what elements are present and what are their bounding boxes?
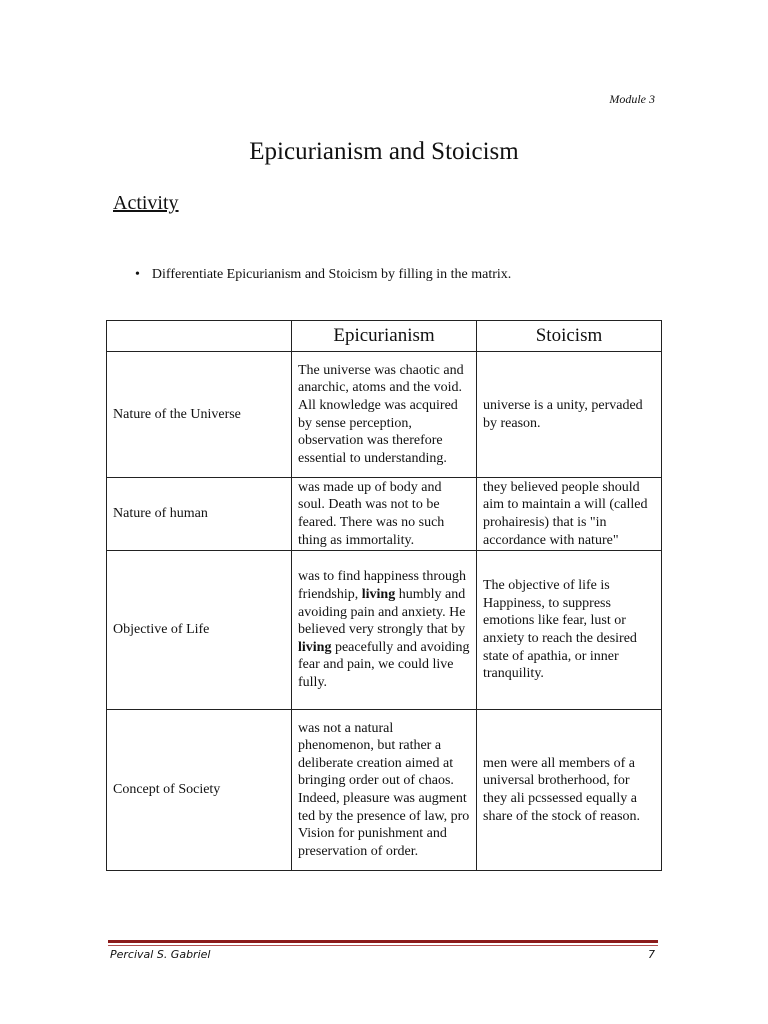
cell-epicurianism: was not a natural phenomenon, but rather a deliberate creation aimed at bringing order out of chaos. Indeed, pleasure was augment ted by the presence of law, pro Vision for punishment and preservation of order. bbox=[292, 710, 477, 871]
footer-rule-thin bbox=[108, 945, 658, 946]
footer-rule-thick bbox=[108, 940, 658, 943]
row-label: Objective of Life bbox=[107, 551, 292, 710]
cell-epicurianism: was made up of body and soul. Death was not to be feared. There was no such thing as immortality. bbox=[292, 478, 477, 551]
matrix-row bbox=[107, 478, 662, 551]
footer-author: Percival S. Gabriel bbox=[110, 948, 211, 961]
matrix-row bbox=[107, 551, 662, 710]
cell-stoicism: universe is a unity, pervaded by reason. bbox=[477, 352, 662, 478]
cell-epicurianism bbox=[292, 551, 477, 710]
bullet-icon: • bbox=[135, 267, 140, 282]
matrix-row bbox=[107, 352, 662, 478]
matrix-header-stoicism: Stoicism bbox=[477, 321, 662, 352]
page-title: Epicurianism and Stoicism bbox=[249, 138, 519, 165]
cell-stoicism: they believed people should aim to maintain a will (called prohairesis) that is "in accordance with nature" bbox=[477, 478, 662, 551]
instruction-text: Differentiate Epicurianism and Stoicism by filling in the matrix. bbox=[151, 267, 512, 282]
section-heading: Activity bbox=[113, 192, 179, 214]
matrix-header-row bbox=[107, 321, 662, 352]
matrix-row bbox=[107, 710, 662, 871]
row-label: Nature of the Universe bbox=[107, 352, 292, 478]
comparison-matrix bbox=[106, 320, 662, 871]
instruction-item bbox=[135, 267, 511, 283]
matrix-header-empty bbox=[107, 321, 292, 352]
cell-epicurianism: The universe was chaotic and anarchic, atoms and the void. All knowledge was acquired by sense perception, observation was therefore essential to understanding. bbox=[292, 352, 477, 478]
bold-word: living bbox=[361, 587, 396, 603]
bold-word: living bbox=[298, 639, 332, 655]
row-label: Concept of Society bbox=[107, 710, 292, 871]
matrix-header-epicurianism: Epicurianism bbox=[292, 321, 477, 352]
cell-text: peacefully and avoiding fear and pain, we could live fully. bbox=[298, 639, 470, 690]
cell-text: humbly and avoiding pain and anxiety. He believed very strongly that by bbox=[298, 587, 466, 638]
cell-text: was to find happiness through friendship, bbox=[298, 569, 466, 603]
footer-rule bbox=[108, 940, 658, 946]
row-label: Nature of human bbox=[107, 478, 292, 551]
cell-stoicism: The objective of life is Happiness, to suppress emotions like fear, lust or anxiety to reach the desired state of apathia, or inner tranquility. bbox=[477, 551, 662, 710]
cell-stoicism: men were all members of a universal brotherhood, for they ali pcssessed equally a share of the stock of reason. bbox=[477, 710, 662, 871]
page-number: 7 bbox=[648, 948, 655, 961]
module-label: Module 3 bbox=[609, 92, 655, 106]
